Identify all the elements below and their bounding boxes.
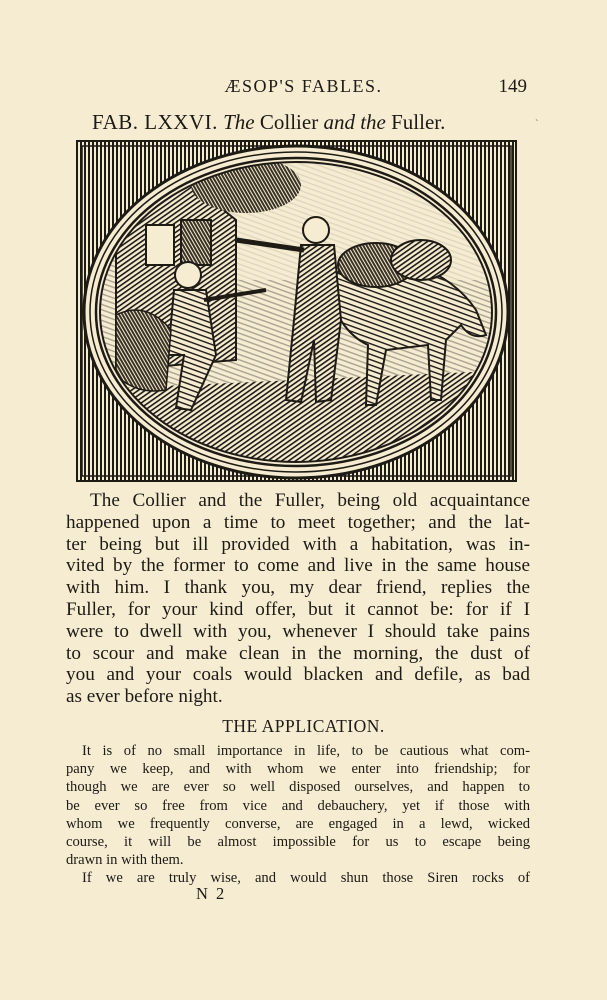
- application-line: whom we frequently converse, are engaged in a lewd, wicked: [66, 815, 530, 832]
- application-line: pany we keep, and with whom we enter into friendship; for: [66, 761, 530, 778]
- application-line: course, it will be almost impossible for us to escape being: [66, 833, 530, 850]
- fable-heading: [92, 110, 512, 135]
- body-line: to scour and make clean in the morning, the dust of: [66, 642, 530, 664]
- fable-title-and-the: and the: [323, 110, 386, 134]
- page-number: 149: [498, 76, 527, 97]
- body-line: were to dwell with you, whenever I should take pains: [66, 620, 530, 642]
- fable-title-the: The: [223, 110, 255, 134]
- body-line: as ever before night.: [66, 686, 223, 708]
- body-line: with him. I thank you, my dear friend, replies the: [66, 577, 530, 599]
- fable-body: [66, 490, 530, 708]
- signature-mark: N 2: [196, 884, 227, 903]
- application-line: though we are ever so well disposed ourselves, and happen to: [66, 779, 530, 796]
- running-head: [0, 76, 607, 100]
- body-line: Fuller, for your kind offer, but it cannot be: for if I: [66, 598, 530, 620]
- application-line: If we are truly wise, and would shun those Siren rocks of: [82, 870, 530, 887]
- fable-number: FAB. LXXVI.: [92, 110, 218, 134]
- application-heading: THE APPLICATION.: [222, 716, 385, 736]
- body-line: vited by the former to come and live in the same house: [66, 555, 530, 577]
- margin-mark: `: [535, 118, 539, 130]
- body-line: The Collier and the Fuller, being old acquaintance: [90, 490, 530, 511]
- body-line: happened upon a time to meet together; and the lat-: [66, 511, 530, 533]
- woodcut-illustration: [76, 140, 517, 482]
- fable-title-fuller: Fuller.: [391, 110, 446, 134]
- body-line: you and your coals would blacken and defile, as bad: [66, 664, 530, 686]
- running-title: ÆSOP'S FABLES.: [224, 76, 383, 96]
- application-line: It is of no small importance in life, to be cautious what com-: [82, 743, 530, 759]
- application-line: drawn in with them.: [66, 852, 184, 869]
- application-body: [66, 742, 530, 888]
- body-line: ter being but ill provided with a habitation, was in-: [66, 533, 530, 555]
- application-line: be ever so free from vice and debauchery, yet if those with: [66, 797, 530, 814]
- fable-title-collier: Collier: [259, 110, 319, 134]
